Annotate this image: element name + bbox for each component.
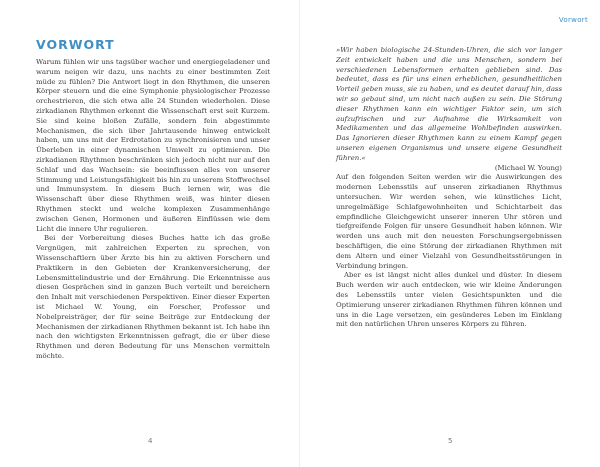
right-page [300, 0, 600, 467]
quote-text: »Wir haben biologische 24-Stunden-Uhren, die sich vor langer Zeit entwickelt haben und die uns Menschen, sondern bei verschiedenen Lebensformen erhalten geblieben sind. Das bedeutet, dass es für uns einen erheblichen, gesundheitlichen Vorteil geben muss, sie zu haben, und es deutet darauf hin, dass wir so gebaut sind, um nicht nach außen zu sein. Die Störung dieser Rhythmen kann ein wichtiger Faktor sein, um sich aufzufrischen und zur Aufnahme die Wirksamkeit von Medikamenten und das allgemeine Wohlbefinden auswirken. Das Ignorieren dieser Rhythmen kann zu einem Kampf gegen unseren eigenen Organismus und unsere eigene Gesundheit führen.« [336, 46, 562, 162]
running-head: Vorwort [558, 16, 588, 24]
right-paragraph-1: Auf den folgenden Seiten werden wir die Auswirkungen des modernen Lebensstils auf unseren zirkadianen Rhythmus untersuchen. Wir werden sehen, wie künstliches Licht, unregelmäßige Schlafgewohnheiten und Schichtarbeit das empfindliche Gleichgewicht unserer inneren Uhr stören und tiefgreifende Folgen für unsere Gesundheit haben können. Wir werden uns auch mit den neuesten Forschungsergebnissen beschäftigen, die eine Störung der zirkadianen Rhythmen mit dem Altern und einer Vielzahl von Gesundheitsstörungen in Verbindung bringen. [336, 173, 562, 270]
left-paragraph-2: Bei der Vorbereitung dieses Buches hatte ich das große Vergnügen, mit zahlreichen Experten zu sprechen, von Wissenschaftlern über Ärzte bis hin zu aktiven Forschern und Praktikern in den Gebieten der Krankenversicherung, der Lebensmittelindustrie und der Ernährung. Die Erkenntnisse aus diesen Gesprächen sind in ganzen Buch verteilt und bereichern den Inhalt mit verschiedenen Perspektiven. Einer dieser Experten ist Michael W. Young, ein Forscher, Professor und Nobelpreisträger, der für seine Beiträge zur Entdeckung der Mechanismen der zirkadianen Rhythmen bekannt ist. Ich habe ihn nach den wichtigsten Erkenntnissen gefragt, die er über diese Rhythmen und deren Bedeutung für uns Menschen vermitteln möchte. [36, 234, 270, 360]
right-paragraph-2: Aber es ist längst nicht alles dunkel und düster. In diesem Buch werden wir auch entdecken, wie wir kleine Änderungen des Lebensstils unter vielen Gesichtspunkten und die Optimierung unserer zirkadianen Rhythmen führen können und uns in die Lage versetzen, ein gesünderes Leben im Einklang mit den natürlichen Uhren unseres Körpers zu führen. [336, 271, 562, 329]
left-page-number: 4 [148, 437, 153, 445]
left-paragraph-1: Warum fühlen wir uns tagsüber wacher und energiegeladener und warum neigen wir dazu, uns nachts zu einer bestimmten Zeit müde zu fühlen? Die Antwort liegt in den Rhythmen, die unseren Körper steuern und die eine Symphonie physiologischer Prozesse orchestrieren, die sich etwa alle 24 Stunden wiederholen. Diese zirkadianen Rhythmen erkennt die Wissenschaft erst seit Kurzem. Sie sind keine bloßen Zufälle, sondern fein abgestimmte Mechanismen, die sich über Jahrtausende hinweg entwickelt haben, um uns mit der Erdrotation zu synchronisieren und unser Überleben in einer dynamischen Umwelt zu optimieren. Die zirkadianen Rhythmen beschränken sich jedoch nicht nur auf den Schlaf und das Wachsein: sie beeinflussen alles von unserer Stimmung und Leistungsfähigkeit bis hin zu unserem Stoffwechsel und Immunsystem. In diesem Buch lernen wir, was die Wissenschaft über diese Rhythmen weiß, was hinter diesen Rhythmen steckt und welche komplexen Zusammenhänge zwischen Genen, Hormonen und äußeren Einflüssen wie dem Licht die innere Uhr regulieren. [36, 58, 270, 233]
chapter-title: VORWORT [36, 37, 115, 52]
left-body-text [36, 58, 270, 362]
right-page-number: 5 [448, 437, 453, 445]
quote-source: (Michael W. Young) [494, 163, 562, 172]
right-body-text [336, 46, 562, 330]
